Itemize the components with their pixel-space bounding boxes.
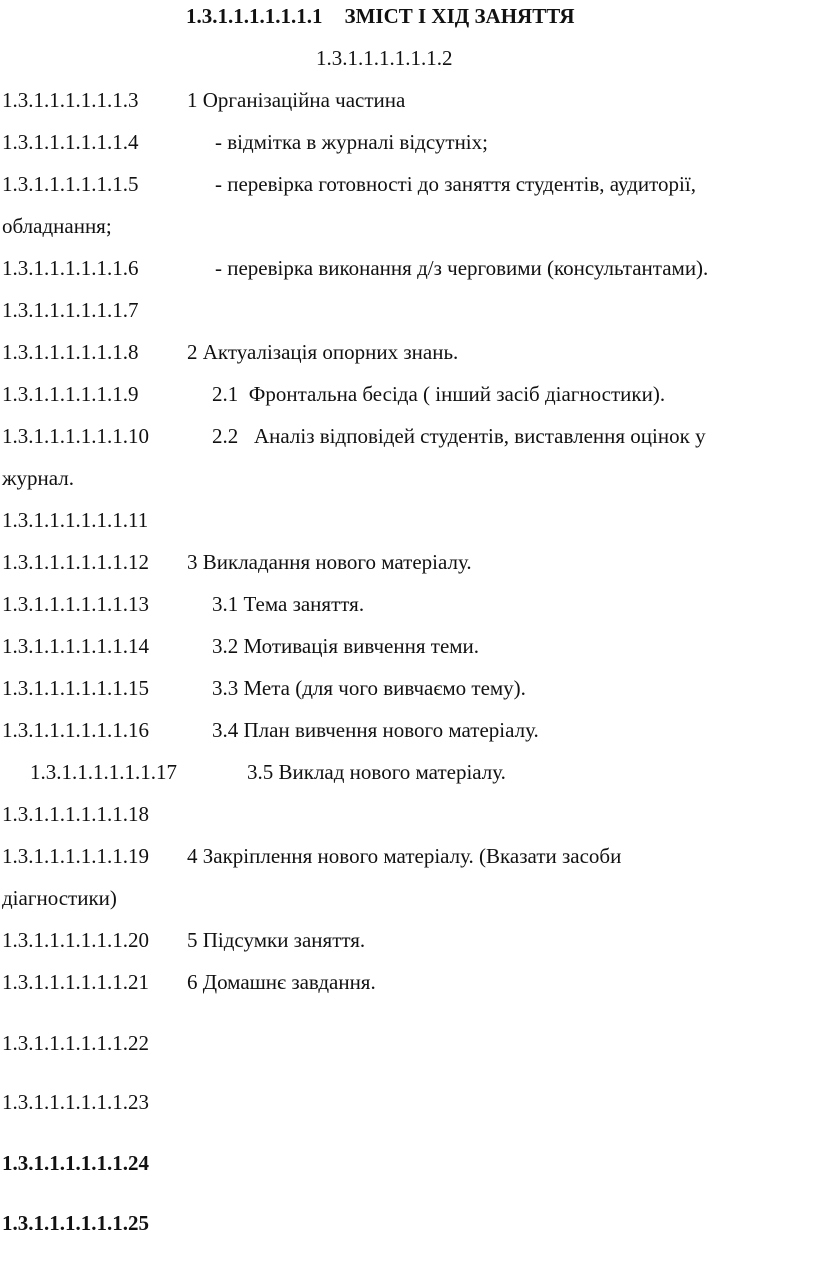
list-item: 1.3.1.1.1.1.1.1.10 2.2 Аналіз відповідей студентів, виставлення оцінок у [2,424,706,448]
list-item: 1.3.1.1.1.1.1.1.25 [2,1211,149,1235]
list-item: 1.3.1.1.1.1.1.1.24 [2,1151,149,1175]
subheading: 1.3.1.1.1.1.1.1.2 [316,46,453,70]
list-item: 1.3.1.1.1.1.1.1.11 [2,508,149,532]
list-item: 1.3.1.1.1.1.1.1.9 2.1 Фронтальна бесіда ( інший засіб діагностики). [2,382,666,406]
list-item: 1.3.1.1.1.1.1.1.6 - перевірка виконання д/з черговими (консультантами). [2,256,709,280]
list-item: 1.3.1.1.1.1.1.1.23 [2,1090,149,1114]
list-item: 1.3.1.1.1.1.1.1.18 [2,802,149,826]
list-item-continuation: журнал. [2,466,74,490]
list-item: 1.3.1.1.1.1.1.1.3 1 Організаційна частина [2,88,406,112]
list-item: 1.3.1.1.1.1.1.1.5 - перевірка готовності до заняття студентів, аудиторії, [2,172,696,196]
list-item: 1.3.1.1.1.1.1.1.17 3.5 Виклад нового матеріалу. [30,760,506,784]
heading-title: ЗМІСТ І ХІД ЗАНЯТТЯ [344,4,575,28]
list-item: 1.3.1.1.1.1.1.1.21 6 Домашнє завдання. [2,970,376,994]
list-item-continuation: обладнання; [2,214,112,238]
list-item: 1.3.1.1.1.1.1.1.12 3 Викладання нового матеріалу. [2,550,472,574]
heading-number: 1.3.1.1.1.1.1.1.1 [186,4,323,28]
list-item: 1.3.1.1.1.1.1.1.8 2 Актуалізація опорних знань. [2,340,459,364]
list-item: 1.3.1.1.1.1.1.1.19 4 Закріплення нового матеріалу. (Вказати засоби [2,844,622,868]
list-item: 1.3.1.1.1.1.1.1.20 5 Підсумки заняття. [2,928,366,952]
page-title [186,4,575,28]
list-item-continuation: діагностики) [2,886,117,910]
list-item: 1.3.1.1.1.1.1.1.14 3.2 Мотивація вивчення теми. [2,634,480,658]
list-item: 1.3.1.1.1.1.1.1.4 - відмітка в журналі відсутніх; [2,130,488,154]
list-item: 1.3.1.1.1.1.1.1.22 [2,1031,149,1055]
list-item: 1.3.1.1.1.1.1.1.15 3.3 Мета (для чого вивчаємо тему). [2,676,526,700]
list-item: 1.3.1.1.1.1.1.1.13 3.1 Тема заняття. [2,592,365,616]
list-item: 1.3.1.1.1.1.1.1.16 3.4 План вивчення нового матеріалу. [2,718,539,742]
list-item: 1.3.1.1.1.1.1.1.7 [2,298,139,322]
